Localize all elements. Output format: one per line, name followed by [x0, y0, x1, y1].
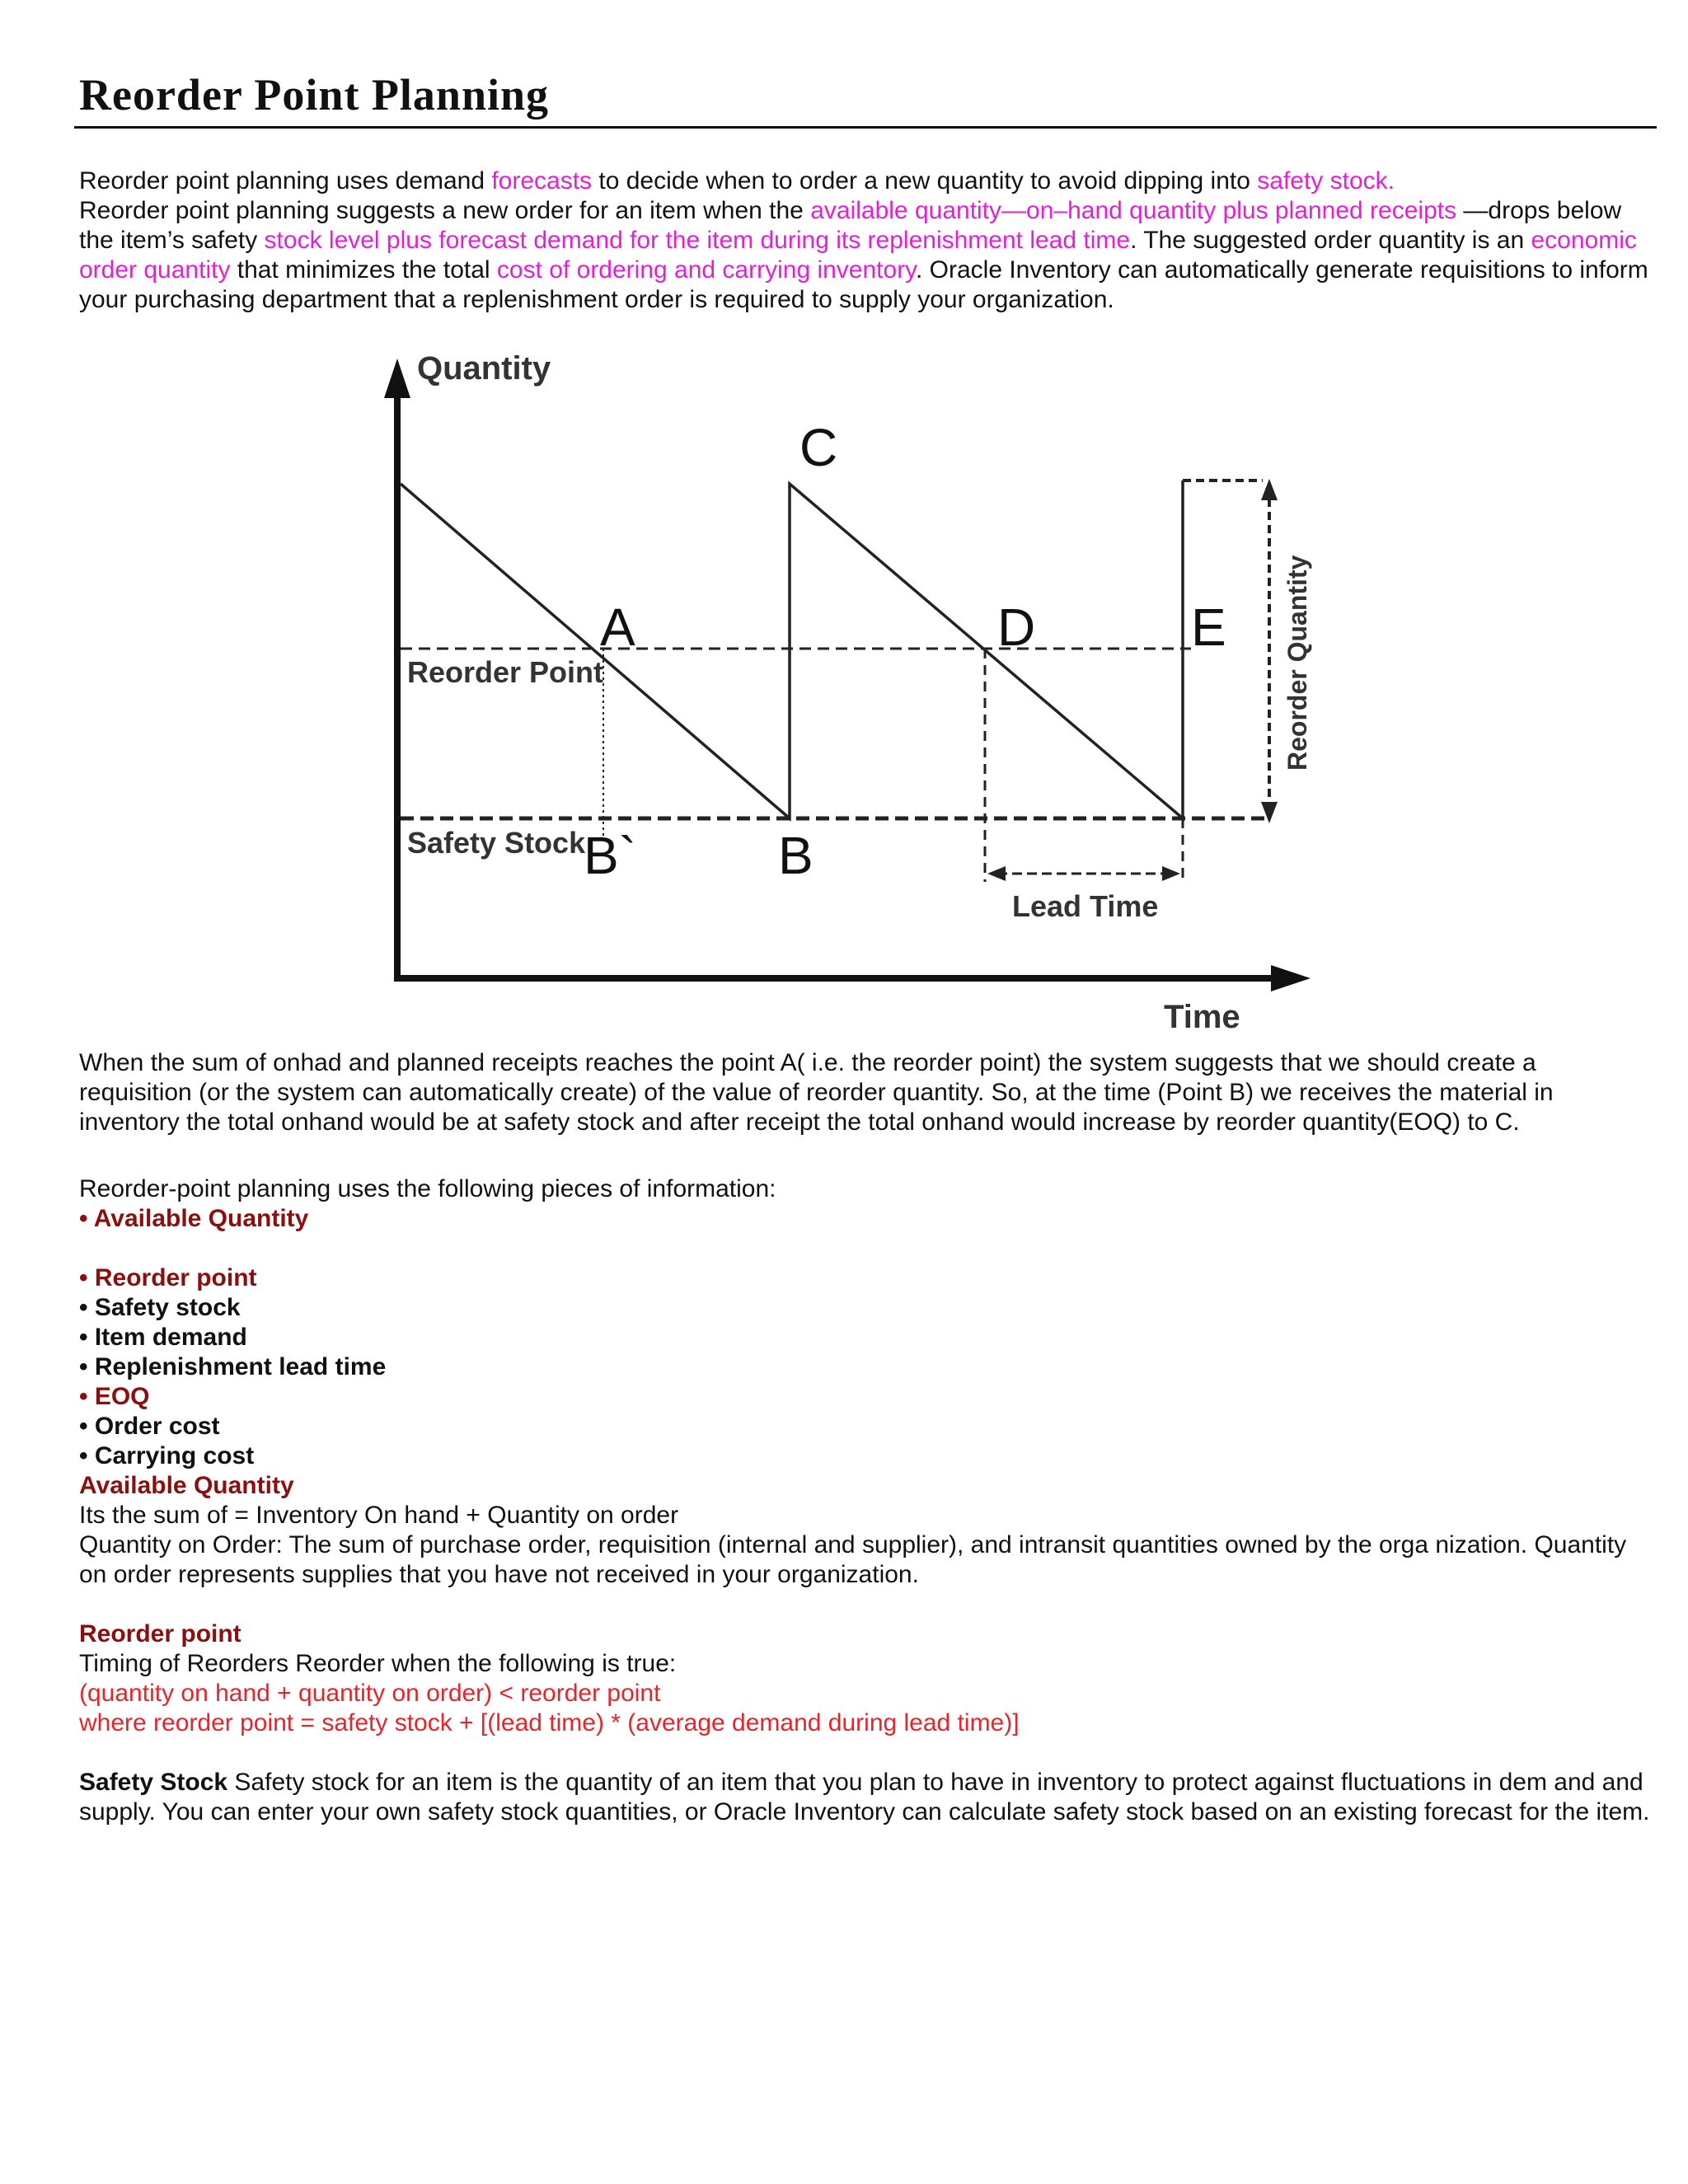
- explanation-section: [79, 1048, 1653, 1137]
- reorder-quantity-arrow-up: [1261, 479, 1278, 500]
- reorder-point-heading: Reorder point: [79, 1620, 241, 1647]
- list-item-replenishment-lead-time: • Replenishment lead time: [79, 1353, 387, 1380]
- point-e-label: E: [1191, 598, 1226, 657]
- link-safety-stock[interactable]: safety stock.: [1257, 167, 1395, 194]
- lead-time-arrow-left: [987, 866, 1006, 881]
- point-c-label: C: [799, 418, 838, 477]
- safety-stock-paragraph: [79, 1768, 1653, 1827]
- section-spacer: [79, 1590, 1653, 1619]
- info-list-heading: Reorder-point planning uses the following pieces of information:: [79, 1175, 776, 1202]
- safety-stock-term: Safety Stock: [79, 1769, 228, 1796]
- available-quantity-definition: Its the sum of = Inventory On hand + Quantity on order: [79, 1502, 679, 1529]
- page-title: Reorder Point Planning: [79, 70, 550, 120]
- lead-time-label: Lead Time: [1012, 889, 1159, 923]
- point-d-label: D: [997, 598, 1036, 657]
- intro-text: Reorder point planning uses demand: [79, 167, 492, 194]
- intro-text: that minimizes the total: [230, 256, 497, 284]
- point-a-label: A: [600, 598, 635, 657]
- link-cost-of-ordering[interactable]: cost of ordering and carrying inventory: [496, 256, 916, 284]
- safety-stock-label: Safety Stock: [407, 826, 586, 860]
- reorder-quantity-label: Reorder Quantity: [1282, 555, 1312, 771]
- intro-text: . The suggested order quantity is an: [1130, 227, 1531, 254]
- link-available-quantity[interactable]: available quantity—on–hand quantity plus planned receipts: [810, 197, 1457, 224]
- list-item-carrying-cost: • Carrying cost: [79, 1442, 255, 1469]
- list-item-order-cost: • Order cost: [79, 1413, 220, 1440]
- section-spacer: [79, 1738, 1653, 1768]
- intro-paragraph-2: [79, 196, 1653, 315]
- quantity-on-order-definition: Quantity on Order: The sum of purchase order, requisition (internal and supplier), and intransit quantities owned by the orga nization. Quantity on order represents supplies that you have not received in your organization.: [79, 1531, 1627, 1588]
- link-economic-order-quantity[interactable]: economic order quantity: [79, 227, 1637, 284]
- reorder-point-diagram: [371, 342, 1335, 1043]
- list-item-available-quantity: • Available Quantity: [79, 1205, 309, 1232]
- available-quantity-heading: Available Quantity: [79, 1472, 294, 1499]
- list-spacer: [79, 1234, 1653, 1263]
- safety-stock-text: Safety stock for an item is the quantity of an item that you plan to have in inventory to protect against fluctuations in dem and and supply. You can enter your own safety stock quantities, or Oracle Inventory can calculate safety stock based on an existing forecast for the item.: [79, 1769, 1650, 1825]
- link-stock-level[interactable]: stock level plus forecast demand for the item during its replenishment lead time: [264, 227, 1131, 254]
- info-list-section: [79, 1174, 1653, 1827]
- list-item-eoq: • EOQ: [79, 1383, 150, 1410]
- point-b-prime-label: B`: [584, 826, 636, 885]
- y-axis-arrow: [384, 359, 410, 398]
- reorder-formula-2: where reorder point = safety stock + [(lead time) * (average demand during lead time)]: [79, 1709, 1020, 1736]
- reorder-timing-text: Timing of Reorders Reorder when the following is true:: [79, 1650, 677, 1677]
- intro-text: —drops below the item’s safety: [79, 197, 1622, 254]
- link-forecasts[interactable]: forecasts: [491, 167, 593, 194]
- point-b-label: B: [778, 826, 814, 885]
- intro-text: . Oracle Inventory can automatically generate requisitions to inform your purchasing department that a replenishment order is required to supply your organization.: [79, 256, 1648, 313]
- lead-time-arrow-right: [1162, 866, 1180, 881]
- title-divider: [74, 126, 1657, 129]
- x-axis-arrow: [1271, 965, 1311, 991]
- intro-line-1: [79, 166, 1653, 196]
- list-item-safety-stock: • Safety stock: [79, 1294, 241, 1321]
- y-axis-label: Quantity: [417, 350, 551, 387]
- list-item-reorder-point: • Reorder point: [79, 1264, 257, 1291]
- reorder-point-label: Reorder Point: [407, 655, 604, 689]
- x-axis-label: Time: [1164, 999, 1240, 1035]
- explanation-text: When the sum of onhad and planned receipts reaches the point A( i.e. the reorder point) the system suggests that we should create a requisition (or the system can automatically create) of the value of reorder quantity. So, at the time (Point B) we receives the material in inventory the total onhand would be at safety stock and after receipt the total onhand would increase by reorder quantity(EOQ) to C.: [79, 1049, 1554, 1136]
- list-item-item-demand: • Item demand: [79, 1324, 247, 1351]
- reorder-formula-1: (quantity on hand + quantity on order) < reorder point: [79, 1680, 661, 1707]
- intro-section: [79, 166, 1653, 315]
- intro-text: Reorder point planning suggests a new order for an item when the: [79, 197, 811, 224]
- intro-text: to decide when to order a new quantity to avoid dipping into: [592, 167, 1258, 194]
